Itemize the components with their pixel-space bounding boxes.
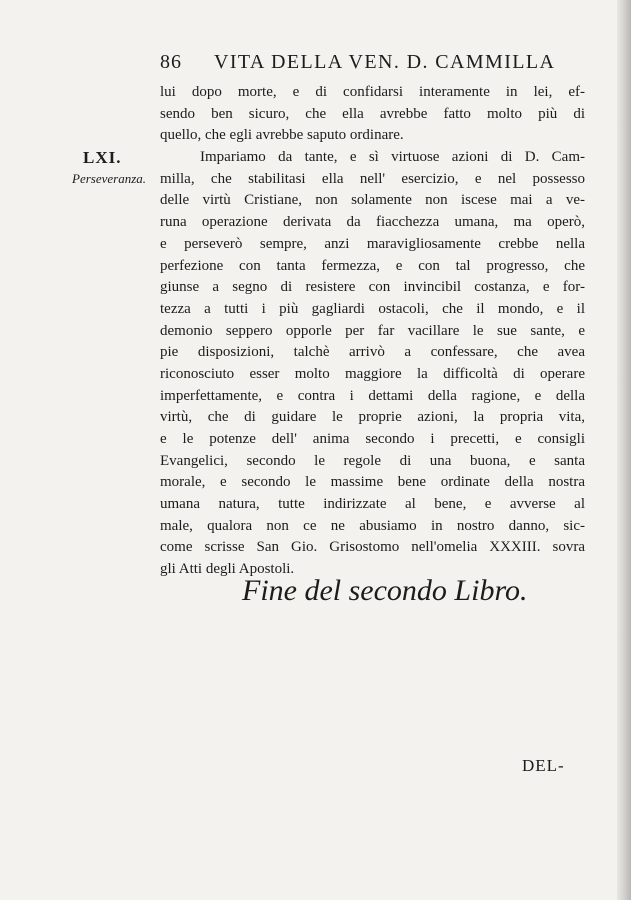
text-line: umana natura, tutte indirizzate al bene, e avverse al	[160, 496, 585, 513]
text-line: sendo ben sicuro, che ella avrebbe fatto molto più di	[160, 105, 585, 122]
text-line: perfezione con tanta fermezza, e con tal progresso, che	[160, 257, 585, 274]
text-line: gli Atti degli Apostoli.	[160, 561, 295, 578]
text-line: e perseverò sempre, anzi maravigliosamente crebbe nella	[160, 235, 585, 252]
running-title: VITA DELLA VEN. D. CAMMILLA	[214, 51, 556, 73]
text-line: e le potenze dell' anima secondo i precetti, e consigli	[160, 431, 585, 447]
marginal-note: Perseveranza.	[72, 171, 147, 186]
catchword: DEL-	[522, 756, 565, 775]
text-line: riconosciuto esser molto maggiore la difficoltà di operare	[160, 365, 585, 382]
text-line: giunse a segno di resistere con invincibil costanza, e for-	[160, 279, 585, 296]
text-line: Impariamo da tante, e sì virtuose azioni di D. Cam-	[200, 149, 585, 166]
text-line: virtù, che di guidare le proprie azioni, la propria vita,	[160, 409, 585, 426]
text-line: morale, e secondo le massime bene ordinate della nostra	[160, 474, 585, 491]
text-line: pie disposizioni, talchè arrivò a confessare, che avea	[160, 344, 585, 361]
end-of-book-title: Fine del secondo Libro.	[242, 574, 528, 607]
page-edge-shadow	[617, 0, 631, 900]
page-number: 86	[160, 51, 182, 73]
text-line: tezza a tutti i più gagliardi ostacoli, che il mondo, e il	[160, 300, 585, 317]
text-line: come scrisse San Gio. Grisostomo nell'omelia XXXIII. sovra	[160, 539, 585, 556]
section-number: LXI.	[83, 148, 122, 167]
text-line: male, qualora non ce ne abusiamo in nostro danno, sic-	[160, 517, 585, 534]
text-line: delle virtù Cristiane, non solamente non iscese mai a ve-	[160, 192, 585, 209]
text-line: quello, che egli avrebbe saputo ordinare.	[160, 127, 404, 144]
body-text	[160, 82, 585, 581]
text-line: demonio seppero opporle per far vacillare le sue sante, e	[160, 322, 585, 339]
text-line: imperfettamente, e contra i dettami della ragione, e della	[160, 387, 585, 404]
text-line: Evangelici, secondo le regole di una buona, e santa	[160, 452, 585, 469]
text-line: milla, che stabilitasi ella nell' esercizio, e nel possesso	[160, 170, 585, 187]
text-line: runa operazione derivata da fiacchezza umana, ma operò,	[160, 214, 585, 231]
text-line: lui dopo morte, e di confidarsi interamente in lei, ef-	[160, 84, 585, 100]
